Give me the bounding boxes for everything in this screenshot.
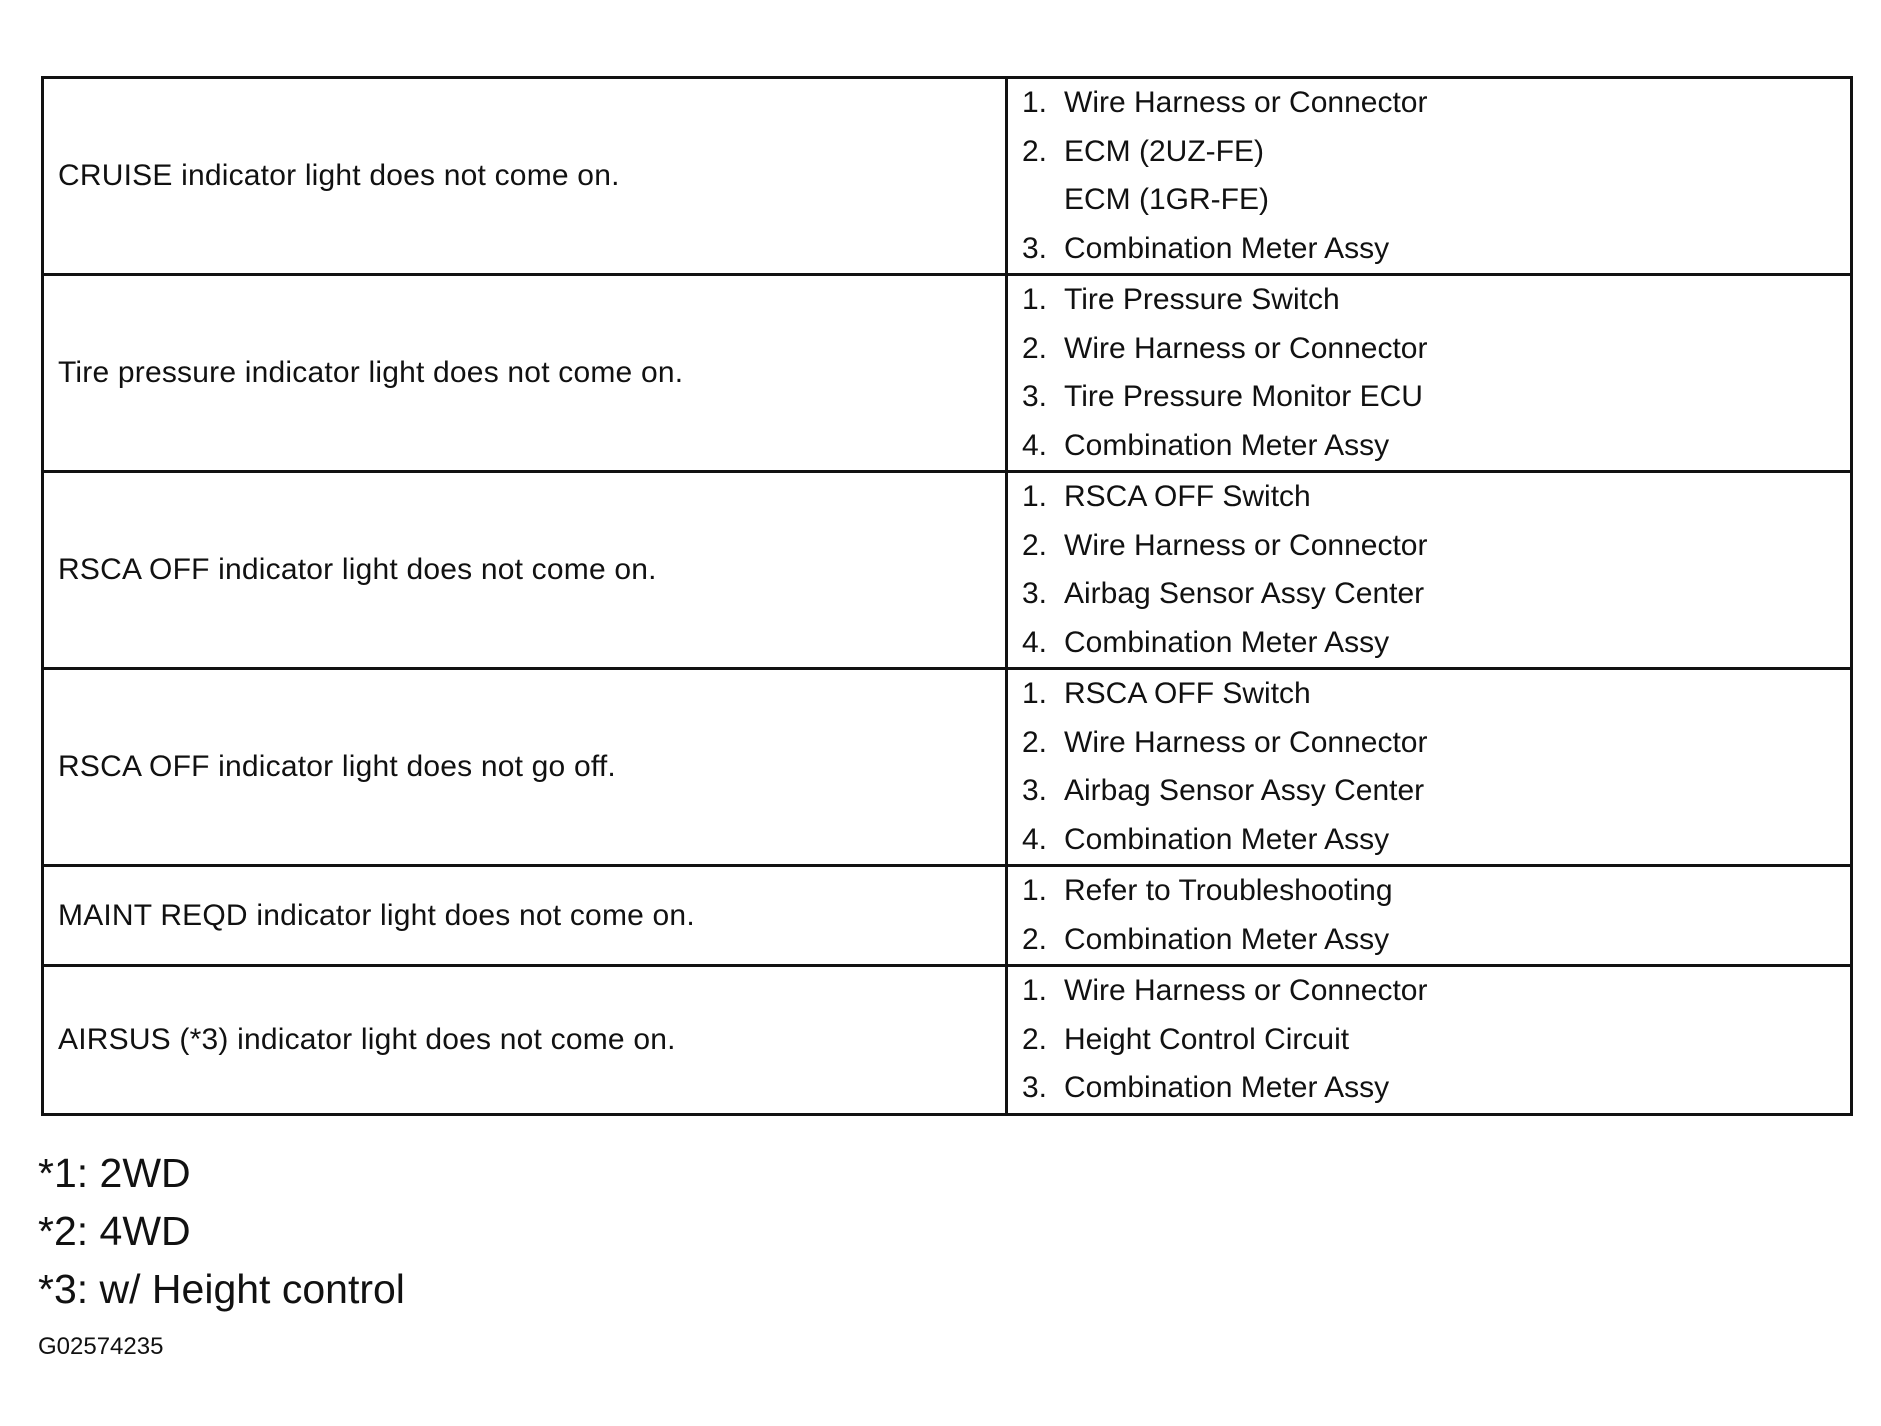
- suspect-parts-list: [1022, 473, 1850, 667]
- item-number: 3.: [1022, 1071, 1048, 1104]
- symptom-cell: CRUISE indicator light does not come on.: [43, 78, 1007, 275]
- item-number: 1.: [1022, 874, 1048, 907]
- item-text: Height Control Circuit: [1064, 1022, 1350, 1056]
- item-number: 1.: [1022, 480, 1048, 513]
- item-text: Wire Harness or Connector: [1064, 331, 1428, 365]
- list-item: [1022, 916, 1850, 965]
- suspect-parts-list: [1022, 79, 1850, 273]
- list-item: [1022, 422, 1850, 471]
- item-number: 2.: [1022, 725, 1048, 759]
- list-item: [1022, 816, 1850, 865]
- item-text: Wire Harness or Connector: [1064, 974, 1428, 1007]
- item-text: ECM (1GR-FE): [1064, 183, 1269, 216]
- list-item: [1022, 570, 1850, 619]
- item-text: RSCA OFF Switch: [1064, 677, 1311, 710]
- item-number: 3.: [1022, 577, 1048, 610]
- symptom-table: [41, 76, 1853, 1116]
- item-text: Combination Meter Assy: [1064, 625, 1390, 659]
- list-item: [1022, 276, 1850, 325]
- list-item: [1022, 473, 1850, 522]
- item-text: ECM (2UZ-FE): [1064, 134, 1264, 168]
- item-text: Wire Harness or Connector: [1064, 725, 1428, 759]
- suspect-parts-cell: [1007, 275, 1852, 472]
- suspect-parts-list: [1022, 276, 1850, 470]
- suspect-parts-cell: [1007, 669, 1852, 866]
- list-item: [1022, 867, 1850, 916]
- footnote: *3: w/ Height control: [38, 1266, 405, 1312]
- item-number: 1.: [1022, 283, 1048, 316]
- symptom-cell: RSCA OFF indicator light does not go off.: [43, 669, 1007, 866]
- list-item: [1022, 79, 1850, 128]
- table-row: [43, 472, 1852, 669]
- list-item: [1022, 1064, 1850, 1113]
- symptom-cell: Tire pressure indicator light does not come on.: [43, 275, 1007, 472]
- footnote: *2: 4WD: [38, 1208, 191, 1254]
- symptom-cell: RSCA OFF indicator light does not come on.: [43, 472, 1007, 669]
- suspect-parts-cell: [1007, 966, 1852, 1115]
- suspect-parts-list: [1022, 670, 1850, 864]
- footnote: *1: 2WD: [38, 1150, 191, 1196]
- table-row: [43, 275, 1852, 472]
- footnotes: [38, 1144, 405, 1318]
- item-text: Airbag Sensor Assy Center: [1064, 577, 1425, 610]
- item-number: 4.: [1022, 428, 1048, 462]
- item-number: 1.: [1022, 677, 1048, 710]
- item-number: 2.: [1022, 528, 1048, 562]
- table-row: [43, 966, 1852, 1115]
- list-item: [1022, 767, 1850, 816]
- item-number: 2.: [1022, 1022, 1048, 1056]
- item-number: 3.: [1022, 774, 1048, 807]
- item-number: 3.: [1022, 380, 1048, 413]
- list-item: [1022, 670, 1850, 719]
- item-text: Tire Pressure Monitor ECU: [1064, 380, 1423, 413]
- list-item: [1022, 522, 1850, 571]
- item-number: 1.: [1022, 974, 1048, 1007]
- item-text: Airbag Sensor Assy Center: [1064, 774, 1425, 807]
- suspect-parts-cell: [1007, 472, 1852, 669]
- item-text: Refer to Troubleshooting: [1064, 874, 1393, 907]
- item-text: Combination Meter Assy: [1064, 428, 1390, 462]
- list-item: [1022, 719, 1850, 768]
- item-number: 2.: [1022, 134, 1048, 168]
- item-text: Wire Harness or Connector: [1064, 86, 1428, 119]
- item-text: Tire Pressure Switch: [1064, 283, 1340, 316]
- list-item: [1022, 128, 1850, 177]
- item-number: 1.: [1022, 86, 1048, 119]
- item-text: Combination Meter Assy: [1064, 231, 1390, 265]
- item-text: Combination Meter Assy: [1064, 822, 1390, 856]
- item-number: 3.: [1022, 231, 1048, 265]
- list-item: [1022, 619, 1850, 668]
- item-number: 2.: [1022, 331, 1048, 365]
- symptom-cell: MAINT REQD indicator light does not come on.: [43, 866, 1007, 966]
- suspect-parts-list: [1022, 867, 1850, 964]
- list-item: [1022, 373, 1850, 422]
- item-text: RSCA OFF Switch: [1064, 480, 1311, 513]
- suspect-parts-cell: [1007, 866, 1852, 966]
- table-row: [43, 669, 1852, 866]
- item-text: Combination Meter Assy: [1064, 922, 1390, 956]
- list-item: [1022, 225, 1850, 274]
- suspect-parts-cell: [1007, 78, 1852, 275]
- table-row: [43, 866, 1852, 966]
- list-item: [1022, 967, 1850, 1016]
- item-number: 2.: [1022, 922, 1048, 956]
- suspect-parts-list: [1022, 967, 1850, 1113]
- list-item: [1022, 1016, 1850, 1065]
- list-item: [1022, 325, 1850, 374]
- item-number: 4.: [1022, 822, 1048, 856]
- figure-id: G02574235: [38, 1333, 164, 1360]
- item-text: Wire Harness or Connector: [1064, 528, 1428, 562]
- item-number: 4.: [1022, 625, 1048, 659]
- list-item: [1022, 176, 1850, 225]
- table-row: [43, 78, 1852, 275]
- symptom-cell: AIRSUS (*3) indicator light does not come on.: [43, 966, 1007, 1115]
- item-text: Combination Meter Assy: [1064, 1071, 1390, 1104]
